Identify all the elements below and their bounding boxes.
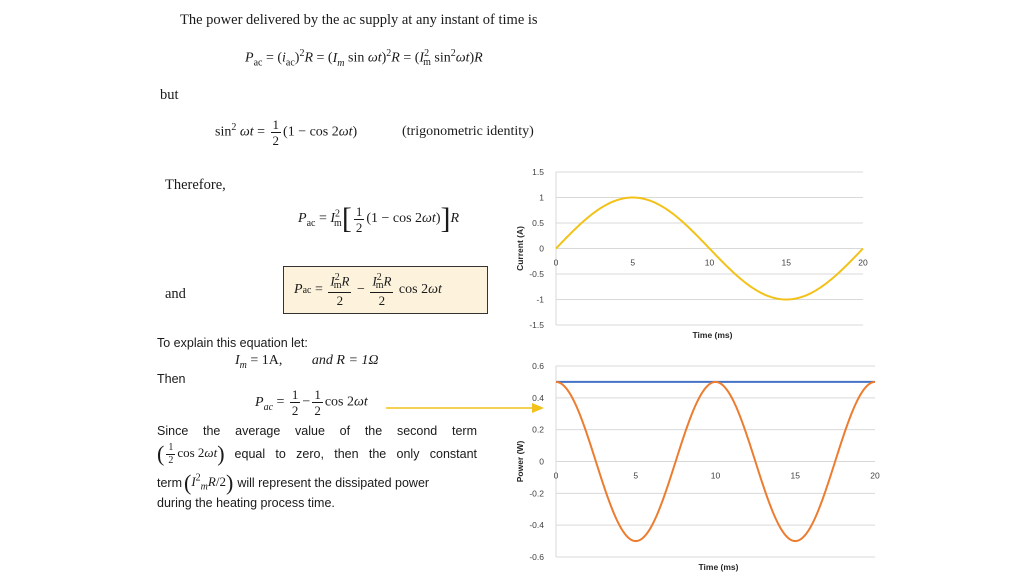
y-axis-label: Power (W): [515, 440, 525, 483]
y-tick-label: 0: [539, 456, 544, 467]
equal-zero-text: equal to zero, then the only constant: [234, 447, 477, 461]
intro-text: The power delivered by the ac supply at any instant of time is: [180, 12, 538, 28]
assumption-line: $I_m = 1A$, and R = 1Ω: [235, 353, 379, 371]
y-tick-label: 0.4: [532, 392, 544, 403]
y-tick-label: -0.5: [529, 269, 544, 279]
heating-line: during the heating process time.: [157, 496, 335, 510]
x-tick-label: 0: [553, 470, 559, 481]
y-tick-label: 0.6: [532, 361, 544, 371]
trig-identity-equation: $\sin^2 \omega t$ = $\frac{1}{2}$ (1 − cos 2ωt): [215, 117, 358, 148]
y-tick-label: -0.4: [529, 520, 544, 531]
and-label: and: [165, 286, 186, 302]
therefore-label: Therefore,: [165, 177, 226, 193]
x-tick-label: 10: [704, 257, 715, 268]
im-value: = 1A,: [250, 353, 283, 368]
y-tick-label: 1.5: [532, 167, 544, 177]
x-tick-label: 20: [858, 257, 868, 268]
therefore-equation: $P_{ac} = I^2_m$[ $\frac{1}{2}$ (1 − cos 2ωt)]R: [298, 202, 460, 235]
x-tick-label: 15: [781, 257, 791, 268]
y-tick-label: 0.5: [532, 218, 544, 228]
term-label: term: [157, 476, 182, 490]
power-equation: $P_{ac} = (i_{ac})^2R = (I_m$ $\sin \omega t)^2R = (I^2_m$ $\sin^2\omega t)R$: [245, 48, 483, 69]
second-term-line: ( $\frac{1}{2}$ cos 2ωt) equal to zero, then the only constant: [157, 441, 477, 466]
trig-note: (trigonometric identity): [402, 124, 534, 139]
y-tick-label: -1.5: [529, 320, 544, 330]
x-tick-label: 5: [633, 470, 639, 481]
since-line: Since the average value of the second term: [157, 424, 477, 438]
x-axis-label: Time (ms): [692, 330, 733, 340]
constant-term-line: term $(I^2_mR/2)$ will represent the dissipated power: [157, 470, 430, 495]
y-axis-label: Current (A): [515, 226, 525, 271]
y-tick-label: 0: [539, 243, 544, 254]
power-chart: [505, 356, 890, 574]
but-label: but: [160, 87, 179, 103]
x-tick-label: 15: [790, 470, 800, 481]
r-value: and R = 1Ω: [311, 353, 379, 368]
dissipated-text: will represent the dissipated power: [237, 476, 430, 490]
y-tick-label: -0.6: [529, 552, 544, 562]
boxed-power-equation: P ac = $\frac{I^2_mR}{2}$ − $\frac{I^2_mR}{2}$ cos 2 ωt: [283, 266, 488, 314]
y-tick-label: 0.2: [532, 424, 544, 435]
current-chart: [505, 160, 885, 345]
y-tick-label: -1: [536, 294, 544, 305]
y-tick-label: -0.2: [529, 488, 544, 499]
then-label: Then: [157, 372, 186, 386]
numeric-power-equation: $P_{ac}$ = $\frac{1}{2}$ − $\frac{1}{2}$ cos 2ωt: [255, 387, 368, 418]
x-axis-label: Time (ms): [698, 562, 739, 572]
y-tick-label: 1: [539, 192, 544, 203]
x-tick-label: 5: [630, 257, 636, 268]
x-tick-label: 10: [710, 470, 721, 481]
x-tick-label: 0: [553, 257, 559, 268]
x-tick-label: 20: [870, 470, 880, 481]
explain-line: To explain this equation let:: [157, 336, 308, 350]
